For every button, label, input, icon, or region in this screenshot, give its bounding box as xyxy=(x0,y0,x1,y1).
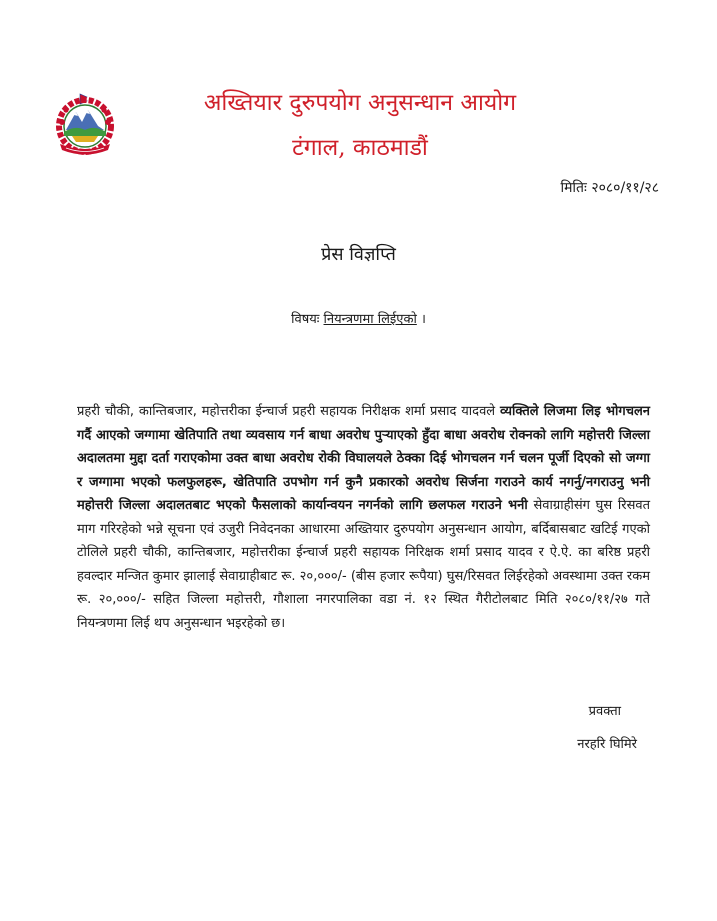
subject-prefix: विषयः xyxy=(291,312,320,327)
organization-location: टंगाल, काठमाडौं xyxy=(292,135,428,161)
body-intro: प्रहरी चौकी, कान्तिबजार, महोत्तरीका ईन्चार्ज प्रहरी सहायक निरीक्षक शर्मा प्रसाद यादवले xyxy=(77,404,500,419)
subject-text: नियन्त्रणमा लिईएको xyxy=(323,312,417,327)
body-rest: सेवाग्राहीसंग घुस रिसवत माग गरिरहेको भन्ने सूचना एवं उजुरी निवेदनका आधारमा अख्तियार दुरुपयोग अनुसन्धान आयोग, बर्दिबासबाट खटिई गएको टोलिले प्रहरी चौकी, कान्तिबजार, महोत्तरीका ईन्चार्ज प्रहरी सहायक निरिक्षक शर्मा प्रसाद यादव र ऐ.ऐ. का बरिष्ठ प्रहरी हवल्दार मन्जित कुमार झालाई सेवाग्राहीबाट रू. २०,०००/- (बीस हजार रूपैया) घुस/रिसवत लिईरहेको अवस्थामा उक्त रकम रू. २०,०००/- सहित जिल्ला महोत्तरी, गौशाला नगरपालिका वडा नं. १२ स्थित गैरीटोलबाट मिति २०८०/११/२७ गते नियन्त्रणमा लिई थप अनुसन्धान भइरहेको छ। xyxy=(77,498,650,631)
organization-title: अख्तियार दुरुपयोग अनुसन्धान आयोग xyxy=(203,90,517,116)
document-date: मितिः २०८०/११/२८ xyxy=(560,180,659,196)
signatory-name: नरहरि घिमिरे xyxy=(577,737,637,752)
subject-suffix: । xyxy=(420,312,426,327)
document-heading: प्रेस विज्ञप्ति xyxy=(321,244,396,265)
signatory-title: प्रवक्ता xyxy=(588,704,621,719)
body-bold-section: व्यक्तिले लिजमा लिइ भोगचलन गर्दै आएको जग्गामा खेतिपाति तथा व्यवसाय गर्न बाधा अवरोध पुऱ्याएको हुँदा बाधा अवरोध रोक्नको लागि महोत्तरी जिल्ला अदालतमा मुद्दा दर्ता गराएकोमा उक्त बाधा अवरोध रोकी विघालयले ठेक्का दिई भोगचलन गर्न चलन पूर्जी दिएको सो जग्गा र जग्गामा भएको फलफुलहरू, खेतिपाति उपभोग गर्न कुनै प्रकारको अवरोध सिर्जना गराउने कार्य नगर्नु/नगराउनु भनी महोत्तरी जिल्ला अदालतबाट भएको फैसलाको कार्यान्वयन नगर्नको लागि छलफल गराउने भनी xyxy=(77,404,650,513)
nepal-emblem-icon xyxy=(50,92,120,162)
subject-line xyxy=(0,310,717,330)
press-release-body xyxy=(77,400,650,635)
